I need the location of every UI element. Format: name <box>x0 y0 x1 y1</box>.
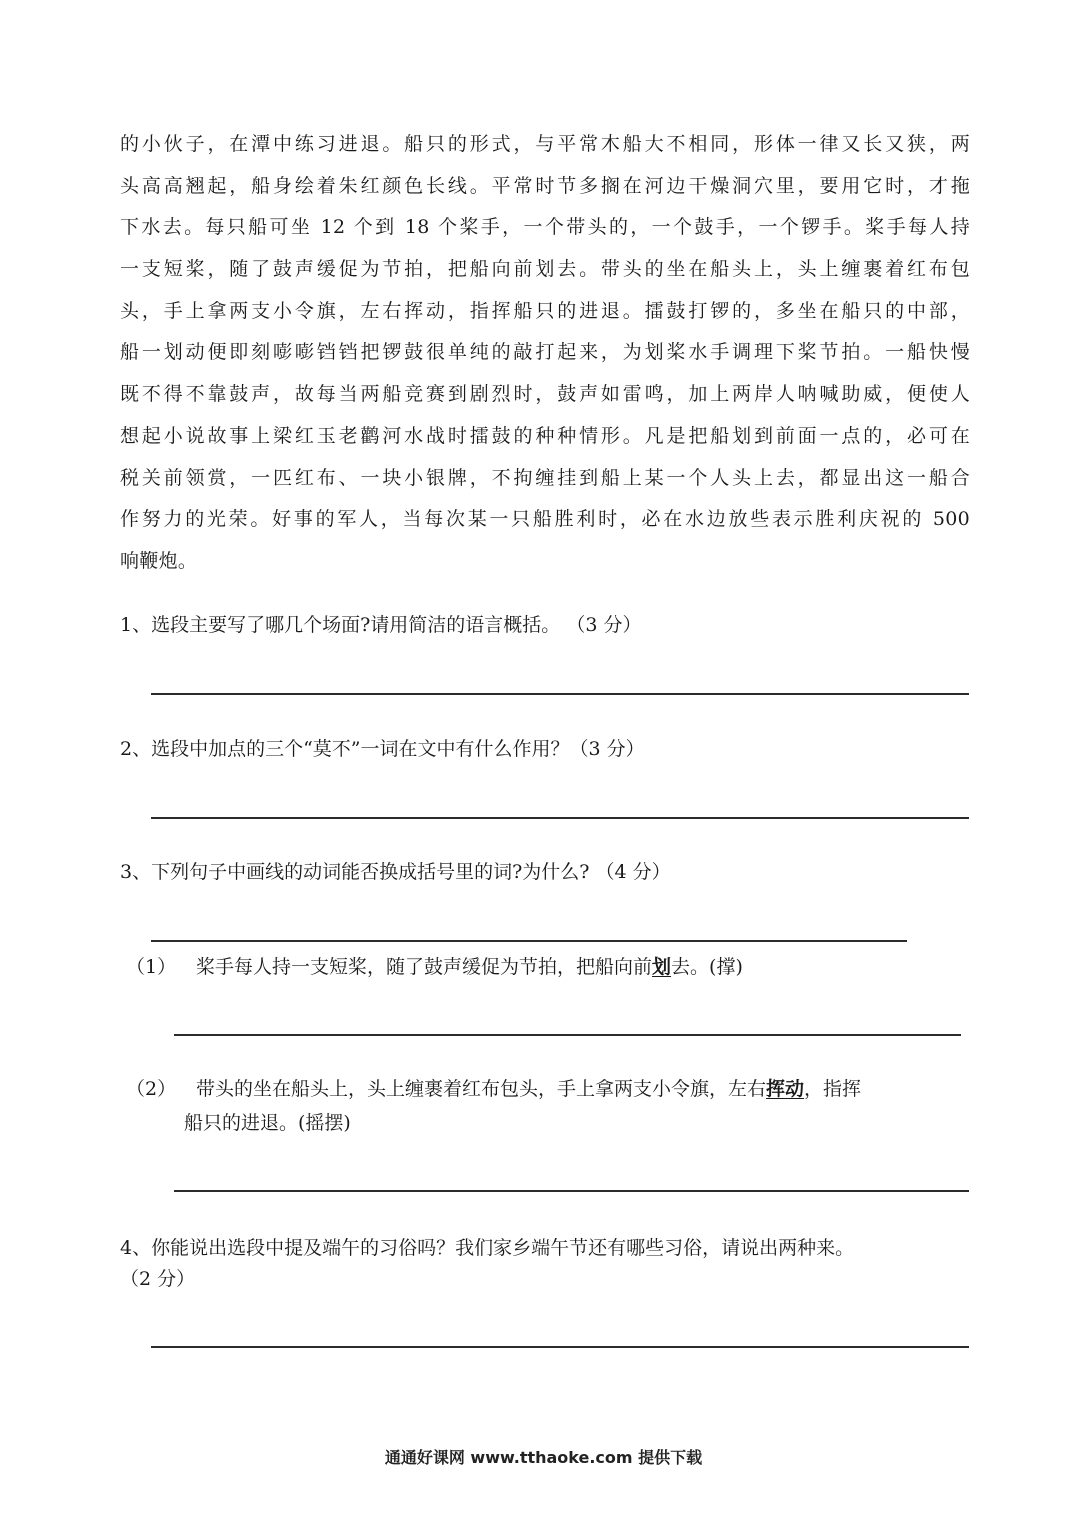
passage-line: 税关前领赏，一匹红布、一块小银牌，不拘缠挂到船上某一个人头上去，都显出这一船合 <box>120 466 970 489</box>
question-3-1-text: 桨手每人持一支短桨，随了鼓声缓促为节拍，把船向前 <box>196 956 653 978</box>
passage-line: 的小伙子，在潭中练习进退。船只的形式，与平常木船大不相同，形体一律又长又狭，两 <box>120 133 970 155</box>
question-3-1-hint: 去。(撑) <box>671 956 743 978</box>
answer-line-1 <box>151 693 969 695</box>
question-3-2-text-end: ，指挥 <box>804 1078 862 1100</box>
answer-line-2 <box>151 817 969 819</box>
question-2: 2、选段中加点的三个“莫不”一词在文中有什么作用？（3 分） <box>120 738 645 760</box>
reading-passage <box>120 124 970 583</box>
question-4: 4、你能说出选段中提及端午的习俗吗？我们家乡端午节还有哪些习俗，请说出两种来。 <box>120 1237 855 1259</box>
passage-line: 头，手上拿两支小令旗，左右挥动，指挥船只的进退。擂鼓打锣的，多坐在船只的中部， <box>120 299 970 322</box>
question-3-1-sentence <box>196 952 743 979</box>
passage-line: 下水去。每只船可坐 12 个到 18 个桨手，一个带头的，一个鼓手，一个锣手。桨手每人持 <box>120 216 970 239</box>
answer-line-3 <box>151 940 907 942</box>
passage-line: 一支短桨，随了鼓声缓促为节拍，把船向前划去。带头的坐在船头上，头上缠裹着红布包 <box>120 258 970 281</box>
underlined-verb: 划 <box>652 956 672 978</box>
answer-line-3-2 <box>174 1190 969 1192</box>
question-3-2-sentence <box>196 1074 861 1101</box>
passage-line: 头高高翘起，船身绘着朱红颜色长线。平常时节多搁在河边干燥洞穴里，要用它时，才拖 <box>120 174 970 197</box>
question-3-1-number: （1） <box>126 956 177 978</box>
footer-credit: 通通好课网 www.tthaoke.com 提供下载 <box>384 1448 703 1467</box>
question-3-2-line2: 船只的进退。(摇摆) <box>184 1112 351 1134</box>
passage-line: 作努力的光荣。好事的军人，当每次某一只船胜利时，必在水边放些表示胜利庆祝的 500 <box>120 508 970 531</box>
passage-line: 想起小说故事上梁红玉老鹳河水战时擂鼓的种种情形。凡是把船划到前面一点的，必可在 <box>120 424 970 447</box>
question-3-2-text: 带头的坐在船头上，头上缠裹着红布包头，手上拿两支小令旗，左右 <box>196 1078 767 1100</box>
question-1: 1、选段主要写了哪几个场面?请用简洁的语言概括。 （3 分） <box>120 614 642 636</box>
passage-line: 响鞭炮。 <box>120 549 198 572</box>
question-4-score: （2 分） <box>120 1268 196 1290</box>
passage-line: 船一划动便即刻嘭嘭铛铛把锣鼓很单纯的敲打起来，为划桨水手调理下桨节拍。一船快慢 <box>120 341 970 364</box>
question-3-2-number: （2） <box>126 1078 177 1100</box>
passage-line: 既不得不靠鼓声，故每当两船竞赛到剧烈时，鼓声如雷鸣，加上两岸人呐喊助威，便使人 <box>120 383 970 406</box>
answer-line-3-1 <box>174 1034 961 1036</box>
answer-line-4 <box>151 1346 969 1348</box>
underlined-verb: 挥动 <box>766 1078 805 1100</box>
question-3: 3、下列句子中画线的动词能否换成括号里的词?为什么? （4 分） <box>120 861 671 883</box>
